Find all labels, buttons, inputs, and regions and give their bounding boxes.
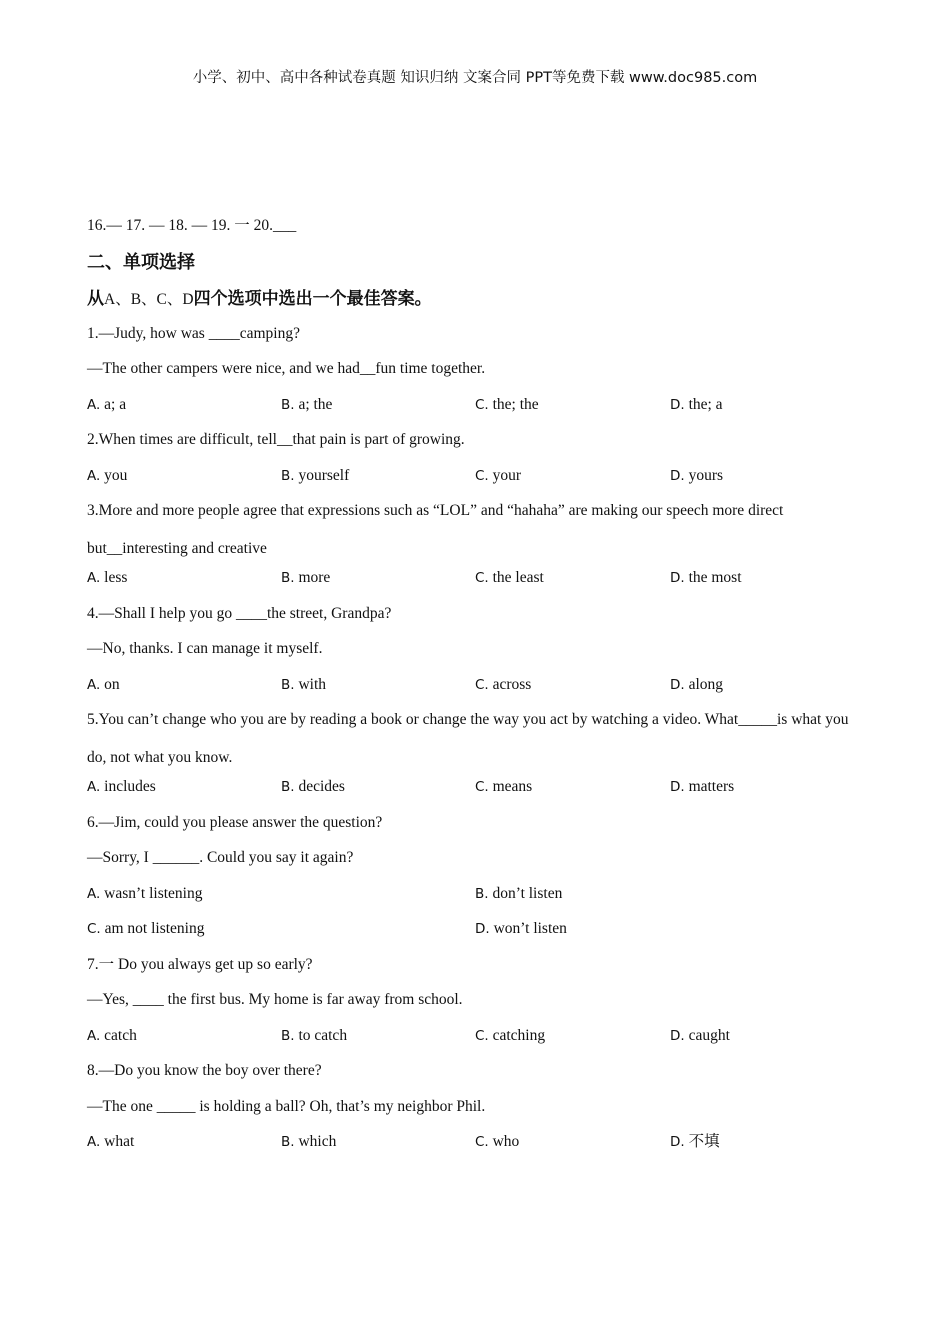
page-header: 小学、初中、高中各种试卷真题 知识归纳 文案合同 PPT等免费下载 www.doc985.com: [192, 70, 758, 86]
option-a[interactable]: A. you: [87, 466, 128, 484]
option-d[interactable]: D. yours: [670, 466, 724, 484]
question-5-stem: 5.You can’t change who you are by reading a book or change the way you act by watching a video. What_____is what you do, not what you know.: [87, 711, 849, 766]
instruction-letters: A、B、C、D: [104, 290, 194, 308]
option-b[interactable]: B. yourself: [281, 466, 350, 484]
question-4-stem: 4.—Shall I help you go ____the street, Grandpa?: [87, 604, 392, 622]
question-7-line-2: —Yes, ____ the first bus. My home is far away from school.: [87, 991, 463, 1008]
question-1-options: [87, 393, 857, 429]
question-7-stem: 7.一 Do you always get up so early?: [87, 955, 313, 973]
question-2-options: [87, 464, 857, 500]
option-a[interactable]: A. a; a: [87, 395, 127, 413]
question-4-line-2: —No, thanks. I can manage it myself.: [87, 640, 323, 657]
question-7-options: [87, 1024, 857, 1060]
option-a[interactable]: A. what: [87, 1133, 135, 1150]
option-a[interactable]: A. includes: [87, 778, 156, 795]
option-c[interactable]: C. catching: [475, 1026, 546, 1044]
option-b[interactable]: B. to catch: [281, 1026, 348, 1044]
question-3-options: [87, 566, 857, 602]
option-d[interactable]: D. won’t listen: [475, 920, 567, 937]
question-6-options-row-2: [87, 917, 857, 953]
option-c[interactable]: C. across: [475, 675, 532, 693]
option-a[interactable]: A. less: [87, 569, 128, 586]
question-6-line-2: —Sorry, I ______. Could you say it again?: [87, 849, 354, 866]
option-d[interactable]: D. caught: [670, 1026, 730, 1044]
question-1-stem: 1.—Judy, how was ____camping?: [87, 324, 300, 342]
option-a[interactable]: A. wasn’t listening: [87, 884, 203, 902]
option-c[interactable]: C. means: [475, 778, 533, 795]
question-6-stem: 6.—Jim, could you please answer the question?: [87, 813, 383, 831]
option-c[interactable]: C. the; the: [475, 395, 539, 413]
option-b[interactable]: B. with: [281, 675, 326, 693]
question-3-stem: 3.More and more people agree that expressions such as “LOL” and “hahaha” are making our speech more direct but__interesting and creative: [87, 502, 784, 557]
option-c[interactable]: C. who: [475, 1133, 520, 1150]
question-4-options: [87, 673, 857, 709]
answer-line: 16.— 17. — 18. — 19. 一 20.___: [87, 217, 297, 234]
question-1-line-2: —The other campers were nice, and we had__fun time together.: [87, 360, 486, 377]
option-b[interactable]: B. more: [281, 569, 331, 586]
instruction-lead: 从: [87, 288, 104, 309]
option-b[interactable]: B. which: [281, 1133, 337, 1150]
section-title: 二、单项选择: [87, 251, 195, 273]
option-d[interactable]: D. matters: [670, 778, 735, 795]
option-c[interactable]: C. the least: [475, 569, 544, 586]
option-a[interactable]: A. on: [87, 675, 120, 693]
question-2-stem: 2.When times are difficult, tell__that pain is part of growing.: [87, 431, 465, 448]
option-d[interactable]: D. 不填: [670, 1133, 720, 1150]
question-8-options: [87, 1130, 857, 1166]
option-c[interactable]: C. am not listening: [87, 920, 205, 937]
option-d[interactable]: D. the; a: [670, 395, 723, 413]
question-6-options-row-1: [87, 882, 857, 918]
option-d[interactable]: D. along: [670, 675, 723, 693]
question-8-line-2: —The one _____ is holding a ball? Oh, that’s my neighbor Phil.: [87, 1097, 486, 1115]
exam-content: [87, 214, 857, 1166]
option-b[interactable]: B. decides: [281, 778, 345, 795]
question-5-options: [87, 775, 857, 811]
option-c[interactable]: C. your: [475, 466, 522, 484]
instruction-rest: 四个选项中选出一个最佳答案。: [193, 288, 432, 309]
option-d[interactable]: D. the most: [670, 569, 742, 586]
option-a[interactable]: A. catch: [87, 1026, 137, 1044]
option-b[interactable]: B. a; the: [281, 395, 333, 413]
question-8-stem: 8.—Do you know the boy over there?: [87, 1062, 322, 1079]
option-b[interactable]: B. don’t listen: [475, 884, 563, 902]
section-instruction: [87, 286, 857, 322]
